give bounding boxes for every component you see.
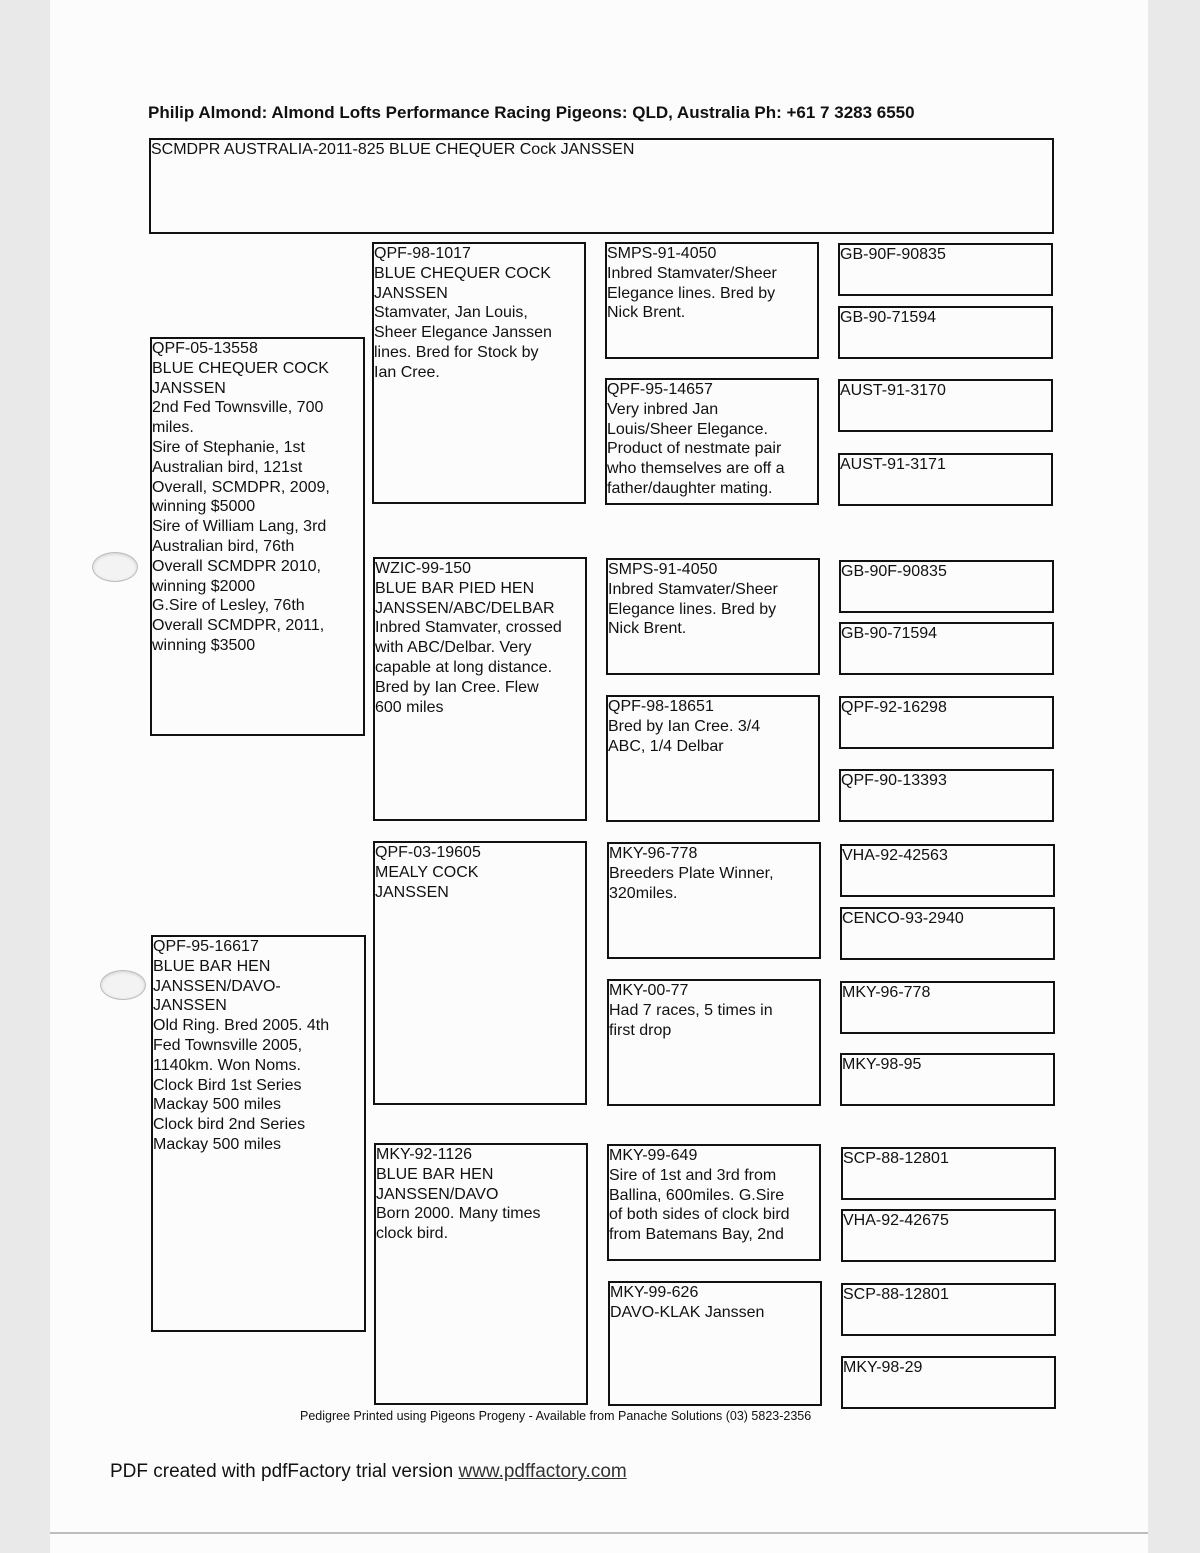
- bird-id: QPF-92-16298: [841, 699, 947, 716]
- pedigree-box-gen3: [605, 242, 819, 359]
- bird-id: QPF-98-18651: [608, 698, 714, 715]
- pedigree-box-gen2: [373, 841, 587, 1105]
- bird-id: SMPS-91-4050: [607, 245, 717, 262]
- bird-id: QPF-98-1017: [374, 245, 471, 262]
- bird-description: Inbred Stamvater/Sheer Elegance lines. Bred by Nick Brent.: [608, 580, 778, 638]
- pedigree-box-gen3: [607, 979, 821, 1106]
- bird-id: SMPS-91-4050: [608, 561, 718, 578]
- pedigree-box-gen4: [838, 243, 1053, 296]
- pedigree-box-gen2: [373, 557, 587, 821]
- pedigree-box-gen3: [606, 695, 820, 822]
- bird-description: MEALY COCK JANSSEN: [375, 863, 479, 901]
- bird-id: MKY-00-77: [609, 982, 689, 999]
- bird-description: Inbred Stamvater/Sheer Elegance lines. Bred by Nick Brent.: [607, 264, 777, 322]
- bird-id: QPF-95-16617: [153, 938, 259, 955]
- bird-id: AUST-91-3170: [840, 382, 946, 399]
- bird-id: MKY-99-626: [610, 1284, 699, 1301]
- punch-hole: [100, 970, 146, 1000]
- bird-id: GB-90F-90835: [841, 563, 947, 580]
- bird-description: BLUE BAR HEN JANSSEN/DAVO- JANSSEN Old Ring. Bred 2005. 4th Fed Townsville 2005, 1140km. Won Noms. Clock Bird 1st Series Mackay 500 miles Clock bird 2nd Series Mackay 500 miles: [153, 957, 330, 1153]
- paper-edge: [50, 1532, 1148, 1534]
- pedigree-box-gen4: [841, 1356, 1056, 1409]
- bird-id: MKY-99-649: [609, 1147, 698, 1164]
- bird-description: BLUE BAR PIED HEN JANSSEN/ABC/DELBAR Inbred Stamvater, crossed with ABC/Delbar. Very capable at long distance. Bred by Ian Cree. Flew 600 miles: [375, 579, 562, 716]
- bird-description: BLUE CHEQUER COCK JANSSEN 2nd Fed Townsville, 700 miles. Sire of Stephanie, 1st Australian bird, 121st Overall, SCMDPR, 2009, winning $5000 Sire of William Lang, 3rd Australian bird, 76th Overall SCMDPR 2010, winning $2000 G.Sire of Lesley, 76th Overall SCMDPR, 2011, winning $3500: [152, 359, 330, 654]
- subject-text: SCMDPR AUSTRALIA-2011-825 BLUE CHEQUER Cock JANSSEN: [151, 141, 635, 158]
- bird-id: QPF-05-13558: [152, 340, 258, 357]
- bird-id: VHA-92-42675: [843, 1212, 949, 1229]
- bird-description: Very inbred Jan Louis/Sheer Elegance. Product of nestmate pair who themselves are off a father/daughter mating.: [607, 400, 785, 497]
- bird-id: GB-90F-90835: [840, 246, 946, 263]
- bird-description: BLUE BAR HEN JANSSEN/DAVO Born 2000. Many times clock bird.: [376, 1165, 541, 1243]
- bird-id: SCP-88-12801: [843, 1150, 949, 1167]
- bird-id: MKY-98-95: [842, 1056, 922, 1073]
- pedigree-box-gen4: [841, 1147, 1056, 1200]
- bird-id: QPF-03-19605: [375, 844, 481, 861]
- bird-id: MKY-96-778: [842, 984, 931, 1001]
- bird-id: MKY-98-29: [843, 1359, 923, 1376]
- pedigree-box-gen4: [839, 622, 1054, 675]
- pdffactory-link[interactable]: www.pdffactory.com: [458, 1461, 627, 1482]
- pedigree-box-gen2: [374, 1143, 588, 1405]
- pedigree-box-gen2: [372, 242, 586, 504]
- pedigree-box-gen3: [607, 1144, 821, 1261]
- pedigree-box-gen3: [606, 558, 820, 675]
- subject-box: [149, 138, 1054, 234]
- bird-id: AUST-91-3171: [840, 456, 946, 473]
- bird-id: MKY-96-778: [609, 845, 698, 862]
- punch-hole: [92, 552, 138, 582]
- pedigree-box-gen3: [607, 842, 821, 959]
- pedigree-box-gen4: [838, 379, 1053, 432]
- pedigree-box-sire: [150, 337, 365, 736]
- pedigree-box-gen4: [839, 769, 1054, 822]
- pedigree-box-gen4: [840, 981, 1055, 1034]
- bird-description: DAVO-KLAK Janssen: [610, 1303, 765, 1321]
- bird-id: QPF-90-13393: [841, 772, 947, 789]
- bird-id: SCP-88-12801: [843, 1286, 949, 1303]
- pedigree-box-dam: [151, 935, 366, 1332]
- bird-description: BLUE CHEQUER COCK JANSSEN Stamvater, Jan Louis, Sheer Elegance Janssen lines. Bred for Stock by Ian Cree.: [374, 264, 552, 381]
- bird-id: GB-90-71594: [841, 625, 938, 642]
- bird-description: Had 7 races, 5 times in first drop: [609, 1001, 773, 1039]
- pedigree-box-gen3: [605, 378, 819, 505]
- bird-id: MKY-92-1126: [376, 1146, 473, 1163]
- pedigree-box-gen4: [840, 1053, 1055, 1106]
- footer-note: Pedigree Printed using Pigeons Progeny - Available from Panache Solutions (03) 5823-2356: [300, 1409, 812, 1423]
- pedigree-box-gen4: [839, 560, 1054, 613]
- pedigree-box-gen4: [838, 453, 1053, 506]
- bird-description: Bred by Ian Cree. 3/4 ABC, 1/4 Delbar: [608, 717, 761, 755]
- pdf-creator-note: [110, 1461, 627, 1483]
- pedigree-box-gen4: [839, 696, 1054, 749]
- bird-id: CENCO-93-2940: [842, 910, 964, 927]
- pedigree-box-gen4: [840, 907, 1055, 960]
- pedigree-box-gen4: [838, 306, 1053, 359]
- pdf-creator-text: PDF created with pdfFactory trial version: [110, 1461, 459, 1482]
- pedigree-box-gen4: [840, 844, 1055, 897]
- bird-description: Breeders Plate Winner, 320miles.: [609, 864, 774, 902]
- bird-id: GB-90-71594: [840, 309, 937, 326]
- bird-id: WZIC-99-150: [375, 560, 472, 577]
- pedigree-box-gen4: [841, 1209, 1056, 1262]
- page-title: Philip Almond: Almond Lofts Performance Racing Pigeons: QLD, Australia Ph: +61 7 3283 6550: [148, 103, 915, 122]
- bird-id: VHA-92-42563: [842, 847, 948, 864]
- bird-description: Sire of 1st and 3rd from Ballina, 600miles. G.Sire of both sides of clock bird from Batemans Bay, 2nd: [609, 1166, 790, 1244]
- bird-id: QPF-95-14657: [607, 381, 713, 398]
- pedigree-box-gen4: [841, 1283, 1056, 1336]
- pedigree-box-gen3: [608, 1281, 822, 1406]
